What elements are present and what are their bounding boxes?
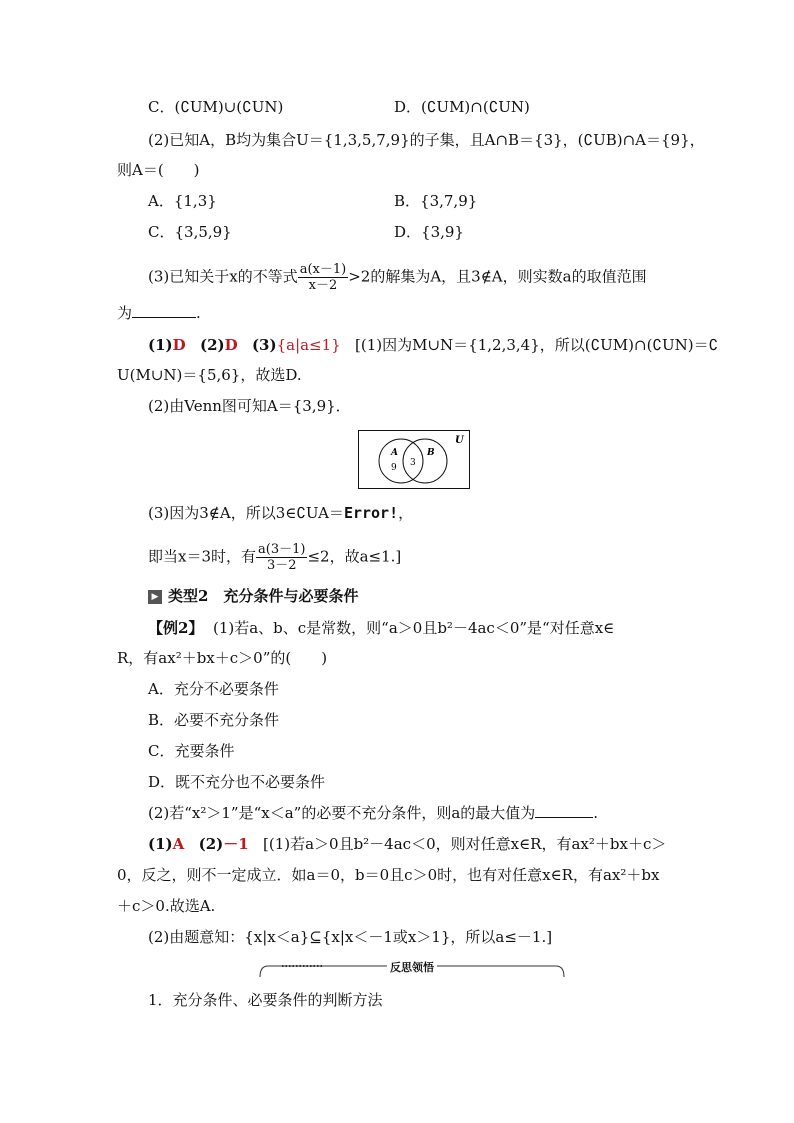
ans3-error-text: Error! <box>343 504 399 522</box>
ex2-option-b: B．必要不充分条件 <box>148 711 280 729</box>
q3-stem-wei: 为 <box>117 304 133 322</box>
ex2-line1 <box>148 618 614 638</box>
venn-label-u: U <box>455 435 464 446</box>
ans1-2-label: (2)D <box>199 336 238 354</box>
ans1-1-label: (1)D <box>148 336 186 354</box>
ans3-frac-num: a(3－1) <box>258 542 306 557</box>
type2-heading <box>148 586 358 606</box>
venn-svg <box>359 431 469 488</box>
q3-frac-den: x－2 <box>308 278 338 293</box>
q3-stem-post: >2的解集为A，且3∉A，则实数a的取值范围 <box>348 267 647 286</box>
ex2-q2-blank <box>535 803 593 818</box>
q1-option-d: D．(∁UM)∩(∁UN) <box>394 98 530 116</box>
ans2-line1 <box>148 834 666 854</box>
ex2-label: 【例2】 <box>148 619 204 637</box>
ans3-line2 <box>148 542 401 573</box>
q2-stem-line2: 则A＝( ) <box>117 161 200 179</box>
q3-stem-line2: 为 . <box>117 304 201 322</box>
circle-a <box>379 439 423 483</box>
q2-stem-line1: (2)已知A，B均为集合U＝{1,3,5,7,9}的子集，且A∩B＝{3}，(∁UB)∩A＝{9}， <box>148 131 705 149</box>
reflect-title-wrap <box>258 959 566 975</box>
ans2-explain-line1: [(1)若a＞0且b²－4ac＜0，则对任意x∈R，有ax²＋bx＋c＞ <box>262 835 667 853</box>
ex2-option-c: C．充要条件 <box>148 742 235 760</box>
ans3-line2-pre: 即当x＝3时，有 <box>148 547 257 566</box>
ans3-line1 <box>148 503 413 523</box>
ex2-option-d: D．既不充分也不必要条件 <box>148 773 326 791</box>
ans3-line1-post: ， <box>398 504 414 522</box>
ex2-q2-end: . <box>593 804 599 822</box>
ans3-frac-den: 3－2 <box>266 558 297 573</box>
q2-option-b: B．{3,7,9} <box>394 192 478 210</box>
q1-option-c: C．(∁UM)∪(∁UN) <box>148 98 284 116</box>
reflect-title: 反思领悟 <box>387 961 437 974</box>
ans2-2-label: (2)－1 <box>198 835 249 853</box>
type2-title: 类型2 充分条件与必要条件 <box>168 587 359 605</box>
ans1-line1 <box>148 335 718 355</box>
ans2-explain-line4: (2)由题意知：{x|x＜a}⊆{x|x＜－1或x＞1}，所以a≤－1.] <box>148 928 553 946</box>
ans2-explain-line2: 0，反之，则不一定成立．如a＝0，b＝0且c＞0时，也有对任意x∈R，有ax²＋bx <box>117 866 660 884</box>
ans1-3-label: (3) <box>251 336 277 354</box>
ans1-explain-line2: U(M∪N)＝{5,6}，故选D. <box>117 366 302 384</box>
q3-stem-pre: (3)已知关于x的不等式 <box>148 267 298 286</box>
ex2-q2-text: (2)若“x²＞1”是“x＜a”的必要不充分条件，则a的最大值为 <box>148 804 536 822</box>
ans3-fraction <box>256 542 307 573</box>
ans1-3-value: {a|a≤1} <box>276 336 341 354</box>
q3-stem-line1 <box>148 262 647 293</box>
venn-diagram <box>358 430 470 489</box>
ex2-q2 <box>148 803 598 823</box>
ex2-option-a: A．充分不必要条件 <box>148 680 279 698</box>
q3-frac-num: a(x－1) <box>299 262 347 277</box>
ex2-stem-line2: R，有ax²＋bx＋c＞0”的( ) <box>117 649 328 667</box>
ex2-stem-line1: (1)若a、b、c是常数，则“a＞0且b²－4ac＜0”是“对任意x∈ <box>212 619 615 637</box>
ans3-line1-pre: (3)因为3∉A，所以3∈∁UA＝ <box>148 504 344 522</box>
ans1-explain-line1: [(1)因为M∪N＝{1,2,3,4}，所以(∁UM)∩(∁UN)＝∁ <box>355 336 719 354</box>
q2-option-c: C．{3,5,9} <box>148 223 232 241</box>
q3-answer-blank <box>132 303 196 318</box>
venn-label-b: B <box>427 448 435 458</box>
venn-label-a: A <box>391 448 398 458</box>
venn-value-9: 9 <box>391 463 397 473</box>
q2-option-a: A．{1,3} <box>148 192 217 210</box>
q3-fraction <box>298 262 349 293</box>
ans1-explain-line3: (2)由Venn图可知A＝{3,9}． <box>148 397 351 415</box>
ans2-explain-line3: ＋c＞0.故选A. <box>117 897 216 915</box>
ans3-line2-post: ≤2，故a≤1.] <box>307 547 402 566</box>
q2-option-d: D．{3,9} <box>394 223 464 241</box>
venn-value-3: 3 <box>410 458 416 468</box>
reflect-banner <box>258 962 566 978</box>
play-marker-icon: ▶ <box>148 590 162 604</box>
ans2-1-label: (1)A <box>148 835 185 853</box>
reflect-item-1: 1．充分条件、必要条件的判断方法 <box>148 991 383 1009</box>
